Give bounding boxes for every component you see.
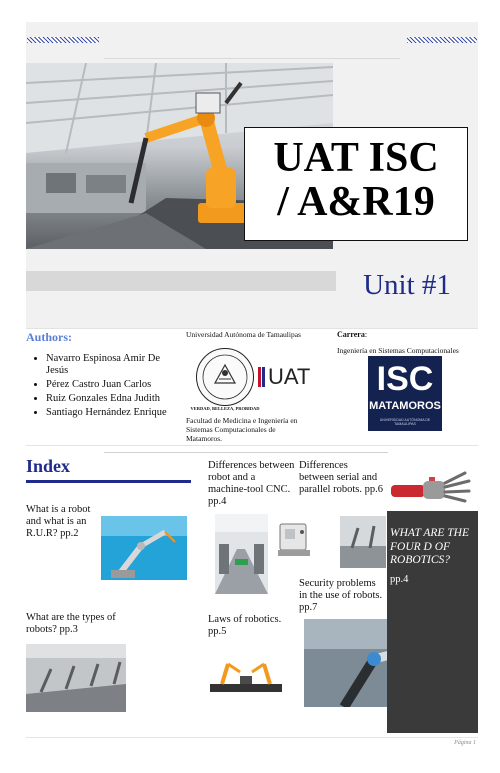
index-image-serial-parallel — [340, 516, 386, 568]
industrial-robot-illustration — [340, 516, 386, 568]
sidebar-panel — [387, 463, 478, 733]
robot-arm-illustration — [101, 516, 187, 580]
decor-bar-right — [407, 37, 477, 43]
career-block — [337, 330, 477, 426]
isc-logo-caption: UNIVERSIDAD AUTÓNOMA DE TAMAULIPAS — [379, 418, 431, 426]
sidebar-robot-hand-image — [387, 463, 478, 511]
index-image-cnc — [215, 514, 268, 594]
unit-label: Unit #1 — [363, 269, 451, 301]
author-name: • Navarro Espinosa Amir De Jesús — [46, 353, 176, 377]
index-item-serial-parallel[interactable]: Differences between serial and parallel robots. pp.6 — [299, 460, 383, 495]
uat-logo — [258, 364, 318, 390]
cnc-line-illustration — [215, 514, 268, 594]
sidebar-page: pp.4 — [390, 574, 409, 585]
university-block — [186, 330, 326, 443]
isc-logo-main: ISC — [376, 360, 434, 398]
cover-title-line2: / A&R19 — [277, 179, 435, 225]
uat-logo-text: UAT — [268, 364, 311, 389]
uat-logo-mark — [262, 367, 265, 387]
index-top-rule — [104, 452, 388, 453]
factory-illustration — [26, 644, 126, 712]
authors-block — [26, 330, 176, 421]
isc-logo — [368, 356, 442, 431]
index-image-laws — [210, 652, 282, 694]
university-seal — [196, 348, 254, 406]
index-item-robot-rur[interactable]: What is a robot and what is an R.U.R? pp.2 — [26, 504, 91, 539]
author-name: • Pérez Castro Juan Carlos — [46, 379, 176, 391]
robot-hand-illustration — [387, 463, 478, 511]
decor-bar-left — [27, 37, 99, 43]
cnc-machine-icon — [276, 518, 314, 560]
career-value: Ingeniería en Sistemas Computacionales — [337, 346, 459, 355]
index-item-robot-types[interactable]: What are the types of robots? pp.3 — [26, 612, 116, 635]
footer-rule — [26, 737, 478, 738]
authors-list — [26, 353, 176, 419]
index-heading: Index — [26, 456, 71, 476]
authors-heading: Authors: — [26, 330, 73, 344]
index-image-cnc-machine — [276, 518, 314, 560]
index-item-security[interactable]: Security problems in the use of robots. pp.7 — [299, 578, 383, 613]
cover-title-line1: UAT ISC — [273, 135, 439, 181]
uat-logo-mark — [258, 367, 261, 387]
robots-assembly-illustration — [210, 652, 282, 694]
university-seal-icon — [197, 349, 253, 405]
subtitle-bar — [26, 271, 336, 291]
cover-title — [245, 136, 467, 224]
header-rule — [104, 58, 400, 59]
seal-motto: VERDAD, BELLEZA, PROBIDAD — [190, 406, 260, 411]
index-item-cnc[interactable]: Differences between robot and a machine-tool CNC. pp.4 — [208, 460, 295, 507]
author-name: • Ruiz Gonzales Edna Judith — [46, 393, 176, 405]
index-image-robot-factory — [26, 644, 126, 712]
career-label-colon: : — [364, 330, 368, 339]
index-heading-underline — [26, 480, 191, 483]
index-item-laws[interactable]: Laws of robotics. pp.5 — [208, 614, 282, 637]
cover-title-box — [244, 127, 468, 241]
index-image-robot-arm — [101, 516, 187, 580]
faculty-name: Facultad de Medicina e Ingeniería en Sistemas Computacionales de Matamoros. — [186, 416, 298, 443]
university-name: Universidad Autónoma de Tamaulipas — [186, 330, 301, 339]
footer-page-label: Página 1 — [454, 740, 476, 746]
sidebar-question[interactable]: WHAT ARE THE FOUR D OF ROBOTICS? — [390, 527, 470, 566]
isc-logo-sub: MATAMOROS — [369, 400, 441, 412]
career-label: Carrera — [337, 330, 365, 339]
author-name: • Santiago Hernández Enrique — [46, 407, 176, 419]
